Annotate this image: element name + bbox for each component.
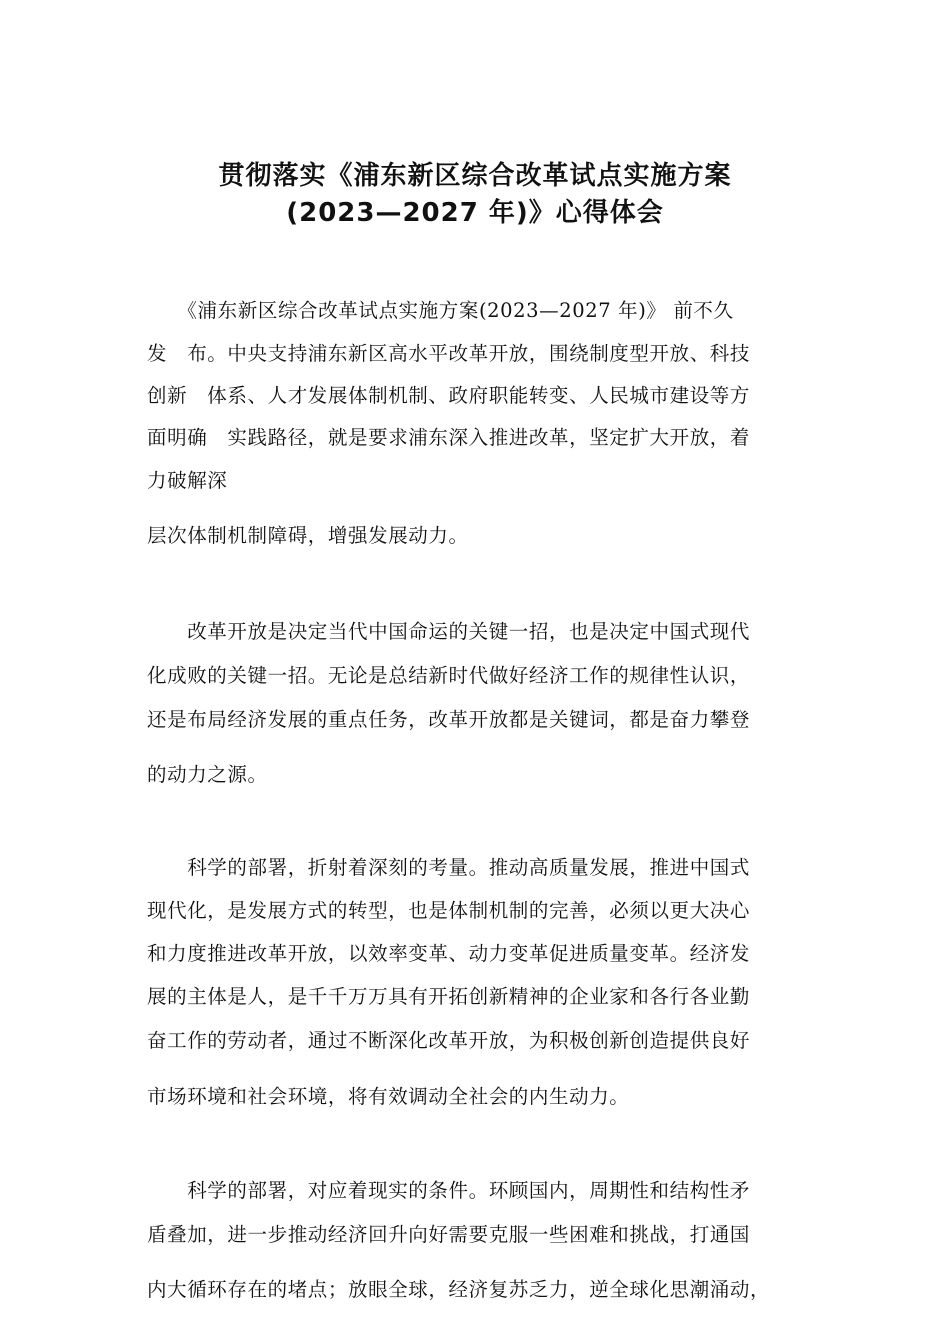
- paragraph-line: 层次体制机制障碍，增强发展动力。: [147, 524, 469, 547]
- paragraph-line: 力破解深: [147, 469, 228, 492]
- paragraph-line: 科学的部署，对应着现实的条件。环顾国内，周期性和结构性矛: [147, 1179, 751, 1202]
- paragraph-line: 盾叠加，进一步推动经济回升向好需要克服一些困难和挑战，打通国: [147, 1223, 751, 1246]
- paragraph-line: 还是布局经济发展的重点任务，改革开放都是关键词，都是奋力攀登: [147, 708, 751, 731]
- paragraph-line: 科学的部署，折射着深刻的考量。推动高质量发展，推进中国式: [147, 856, 751, 879]
- paragraph-line: 奋工作的劳动者，通过不断深化改革开放，为积极创新创造提供良好: [147, 1029, 751, 1052]
- document-title-line-1: 贯彻落实《浦东新区综合改革试点实施方案: [218, 161, 732, 191]
- document-title-line-2: (2023—2027 年)》心得体会: [286, 198, 664, 228]
- paragraph-line: 内大循环存在的堵点；放眼全球，经济复苏乏力，逆全球化思潮涌动，: [147, 1278, 771, 1301]
- paragraph-line: 市场环境和社会环境，将有效调动全社会的内生动力。: [147, 1085, 630, 1108]
- paragraph-line: 现代化，是发展方式的转型，也是体制机制的完善，必须以更大决心: [147, 899, 751, 922]
- paragraph-line: 和力度推进改革开放，以效率变革、动力变革促进质量变革。经济发: [147, 942, 751, 965]
- paragraph-line: 《浦东新区综合改革试点实施方案(2023—2027 年)》 前不久: [147, 299, 734, 322]
- paragraph-line: 化成败的关键一招。无论是总结新时代做好经济工作的规律性认识，: [147, 664, 751, 687]
- paragraph-line: 的动力之源。: [147, 763, 268, 786]
- paragraph-line: 面明确 实践路径，就是要求浦东深入推进改革，坚定扩大开放，着: [147, 426, 751, 449]
- paragraph-line: 改革开放是决定当代中国命运的关键一招，也是决定中国式现代: [147, 620, 751, 643]
- paragraph-line: 展的主体是人，是千千万万具有开拓创新精神的企业家和各行各业勤: [147, 985, 751, 1008]
- paragraph-line: 创新 体系、人才发展体制机制、政府职能转变、人民城市建设等方: [147, 384, 751, 407]
- paragraph-line: 发 布。中央支持浦东新区高水平改革开放，围绕制度型开放、科技: [147, 342, 751, 365]
